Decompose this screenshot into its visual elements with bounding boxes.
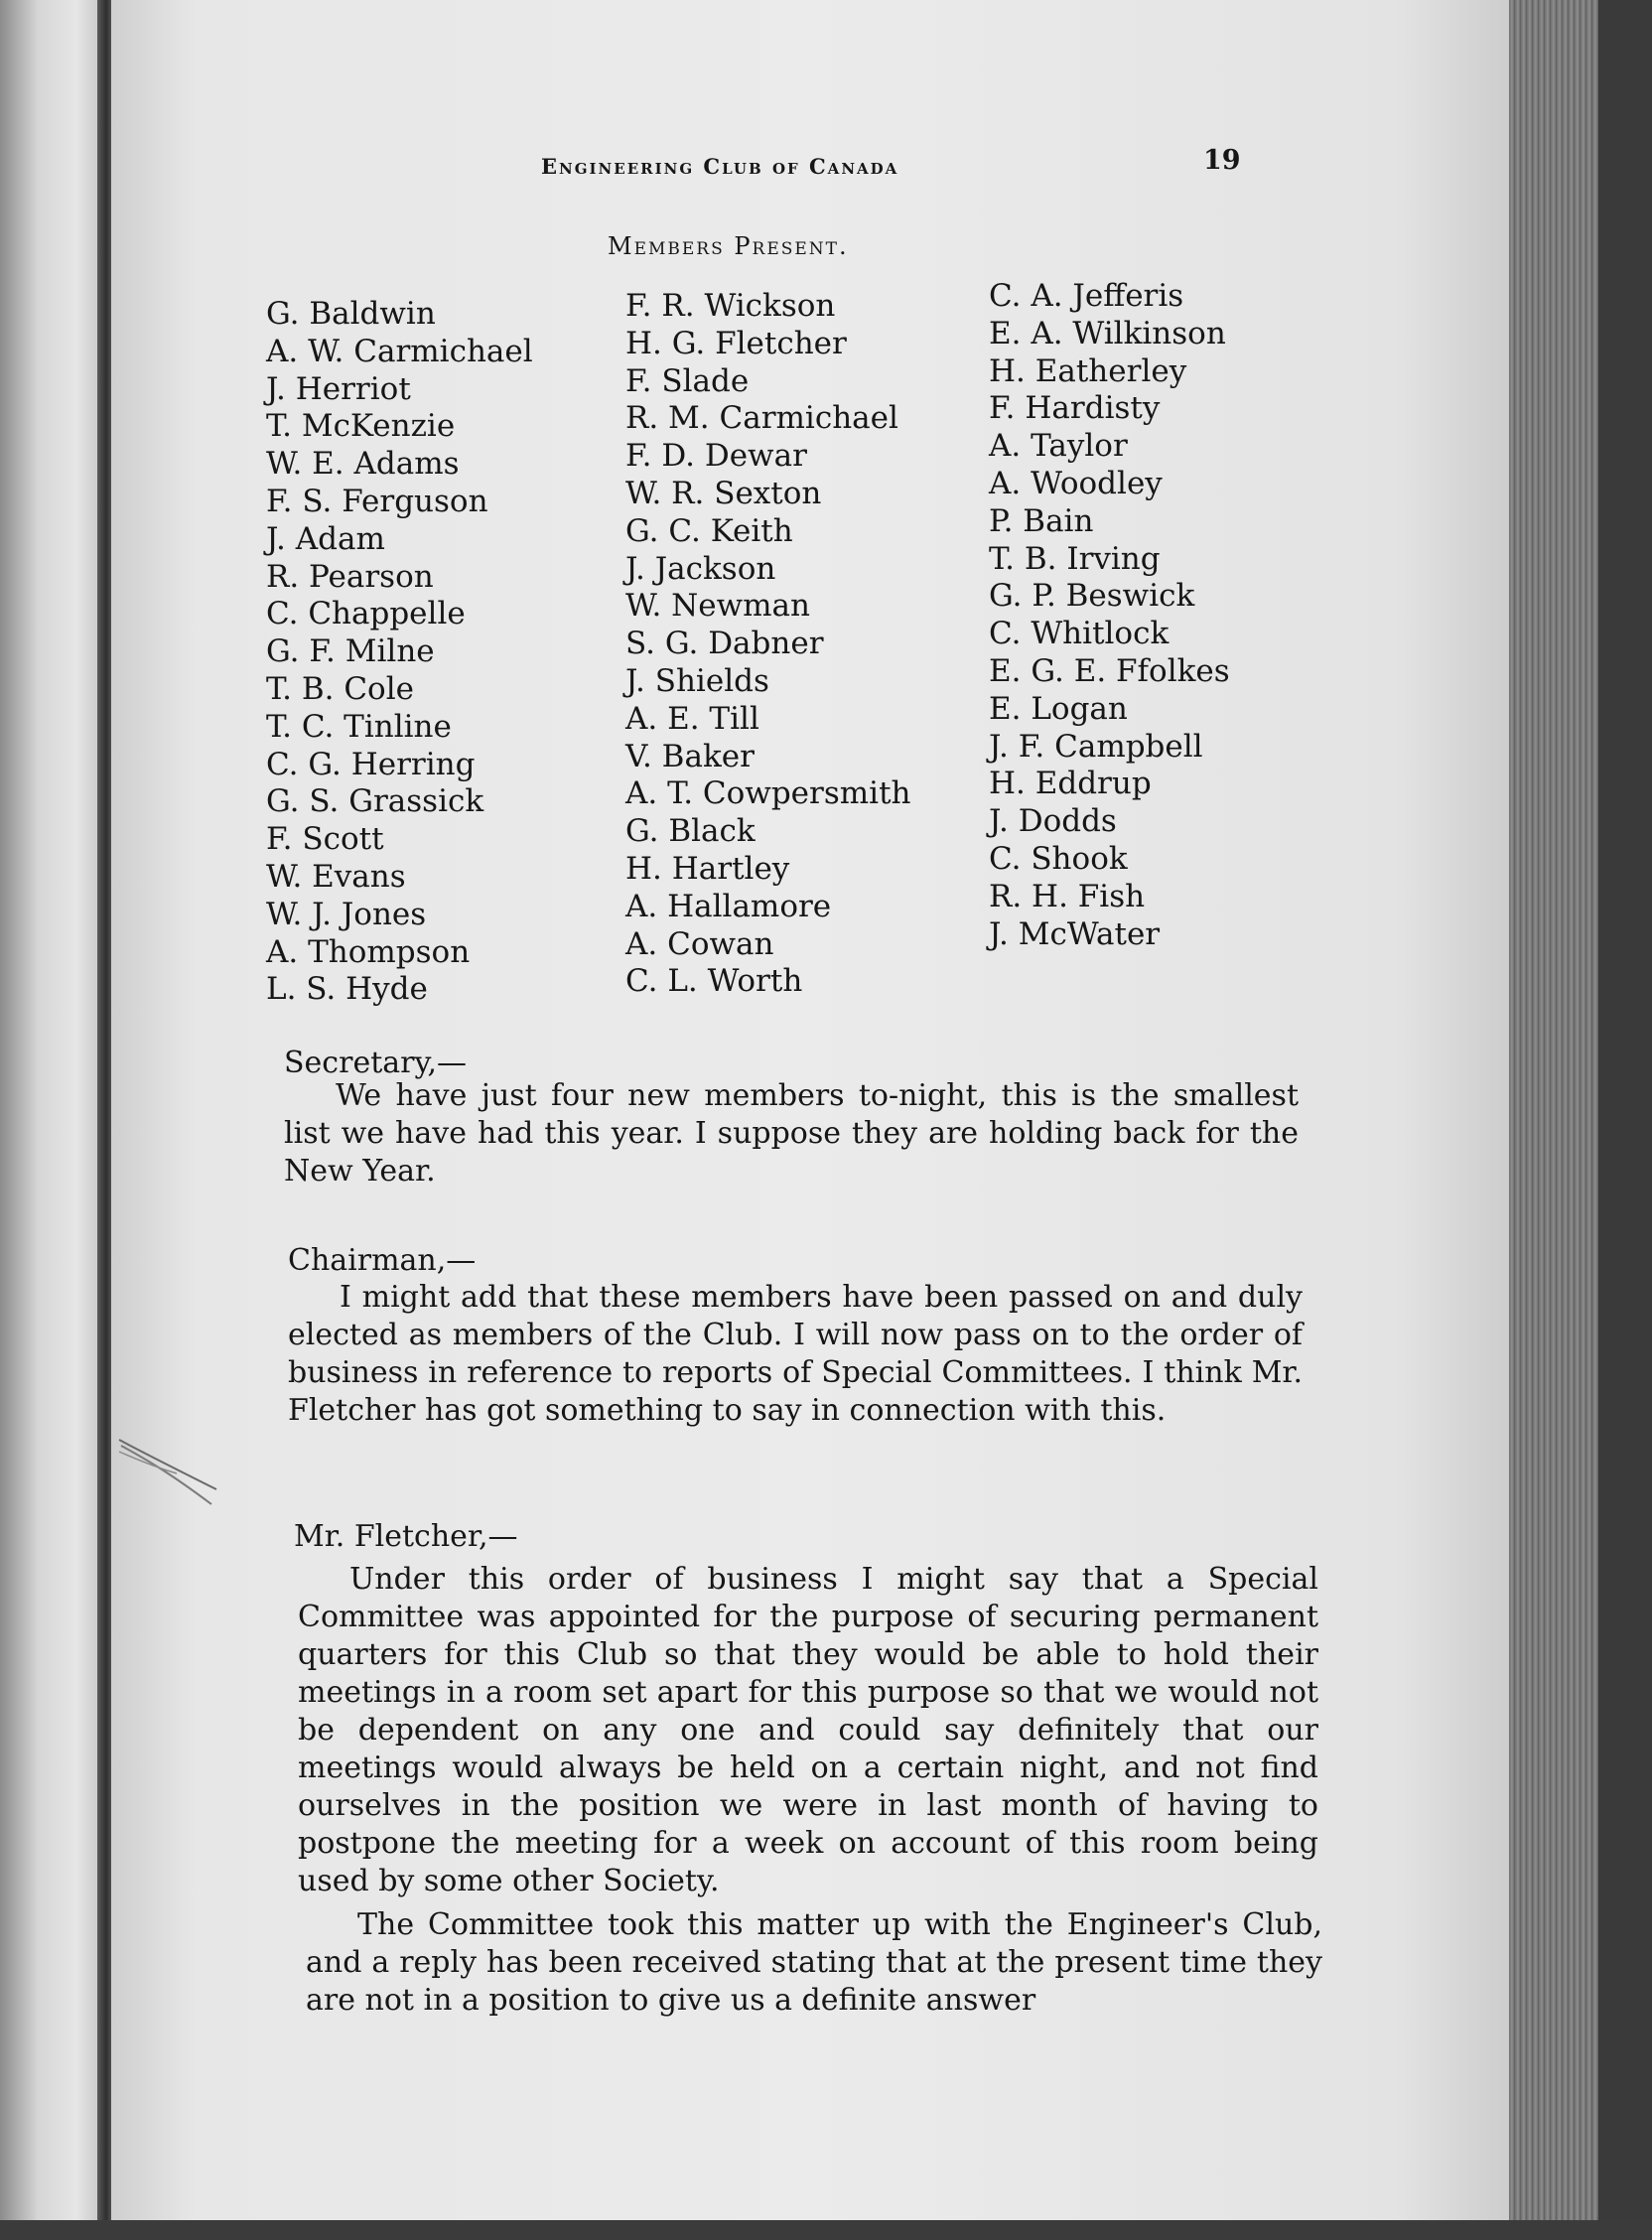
members-column-1 <box>266 296 533 1009</box>
scan-bottom-border <box>0 2220 1652 2240</box>
running-head: Engineering Club of Canada <box>541 154 899 179</box>
secretary-remarks: We have just four new members to-night, this is the smallest list we have had this year. I suppose they are holding back for the New Year. <box>284 1078 1299 1189</box>
member-name: T. B. Irving <box>989 540 1161 577</box>
facing-page-edge <box>0 0 109 2240</box>
member-name: L. S. Hyde <box>266 971 428 1008</box>
member-name: R. H. Fish <box>989 878 1146 914</box>
member-name: J. F. Campbell <box>989 728 1203 765</box>
members-column-3 <box>989 278 1230 953</box>
members-column-2 <box>625 288 911 1001</box>
member-name: C. G. Herring <box>266 746 476 782</box>
member-name: G. F. Milne <box>266 633 435 670</box>
chairman-remarks: I might add that these members have been passed on and duly elected as members of the Club. I will now pass on to the order of business in reference to reports of Special Committees. I think Mr. Fletcher has got something to say in connection with this. <box>288 1280 1303 1428</box>
member-name: H. G. Fletcher <box>625 325 847 361</box>
member-name: F. Slade <box>625 362 750 399</box>
member-name: G. P. Beswick <box>989 578 1195 615</box>
member-name: A. T. Cowpersmith <box>625 775 911 812</box>
member-name: R. Pearson <box>266 558 434 595</box>
member-name: G. S. Grassick <box>266 783 484 820</box>
fletcher-remarks-paragraph: The Committee took this matter up with the Engineer's Club, and a reply has been received stating that at the present time they are not in a position to give us a definite answer <box>306 1907 1322 2018</box>
member-name: J. Shields <box>625 662 769 699</box>
speaker-fletcher: Mr. Fletcher,— <box>294 1519 518 1554</box>
member-name: W. Newman <box>625 588 810 625</box>
member-name: V. Baker <box>625 738 755 774</box>
member-name: R. M. Carmichael <box>625 400 898 437</box>
member-name: E. A. Wilkinson <box>989 315 1226 351</box>
member-name: A. Taylor <box>989 428 1128 465</box>
member-name: W. R. Sexton <box>625 475 822 511</box>
member-name: A. Woodley <box>989 465 1163 501</box>
book-cover-edge <box>1598 0 1652 2240</box>
member-name: J. Jackson <box>625 550 776 587</box>
member-name: W. Evans <box>266 858 406 895</box>
member-name: T. C. Tinline <box>266 708 452 745</box>
member-name: C. L. Worth <box>625 963 803 1000</box>
fletcher-remarks-paragraph: Under this order of business I might say that a Special Committee was appointed for the purpose of securing permanent quarters for this Club so that they would be able to hold their meetings in a room set apart for this purpose so that we would not be dependent on any one and could say definitely that our meetings would always be held on a certain night, and not find ourselves in the position we were in last month of having to postpone the meeting for a week on account of this room being used by some other Society. <box>298 1562 1318 1898</box>
member-name: J. Dodds <box>989 803 1117 840</box>
page-number: 19 <box>1203 145 1241 176</box>
member-name: E. Logan <box>989 690 1128 727</box>
member-name: C. Shook <box>989 840 1128 877</box>
member-name: T. B. Cole <box>266 670 414 707</box>
member-name: J. Herriot <box>266 370 411 407</box>
member-name: W. E. Adams <box>266 446 460 483</box>
member-name: H. Eddrup <box>989 766 1152 802</box>
member-name: G. C. Keith <box>625 512 793 549</box>
member-name: A. E. Till <box>625 700 759 737</box>
member-name: G. Baldwin <box>266 296 436 332</box>
binding-thread-mark <box>117 1430 226 1509</box>
member-name: C. Whitlock <box>989 616 1170 652</box>
member-name: F. R. Wickson <box>625 288 836 324</box>
member-name: J. Adam <box>266 520 385 557</box>
member-name: F. D. Dewar <box>625 438 807 475</box>
member-name: S. G. Dabner <box>625 626 824 662</box>
member-name: C. Chappelle <box>266 596 466 632</box>
member-name: H. Eatherley <box>989 352 1187 389</box>
member-name: A. Cowan <box>625 925 774 962</box>
member-name: C. A. Jefferis <box>989 278 1184 314</box>
member-name: A. Thompson <box>266 933 471 970</box>
member-name: P. Bain <box>989 502 1094 539</box>
member-name: F. S. Ferguson <box>266 483 488 519</box>
member-name: J. McWater <box>989 915 1161 952</box>
page-edges <box>1509 0 1598 2240</box>
member-name: F. Hardisty <box>989 390 1161 427</box>
member-name: W. J. Jones <box>266 896 427 932</box>
member-name: A. W. Carmichael <box>266 333 533 369</box>
member-name: G. Black <box>625 813 756 850</box>
member-name: A. Hallamore <box>625 888 832 924</box>
member-name: T. McKenzie <box>266 408 456 445</box>
speaker-secretary: Secretary,— <box>284 1046 467 1080</box>
speaker-chairman: Chairman,— <box>288 1243 477 1278</box>
member-name: H. Hartley <box>625 850 790 887</box>
member-name: E. G. E. Ffolkes <box>989 652 1230 689</box>
section-title: Members Present. <box>608 232 849 260</box>
member-name: F. Scott <box>266 821 384 858</box>
